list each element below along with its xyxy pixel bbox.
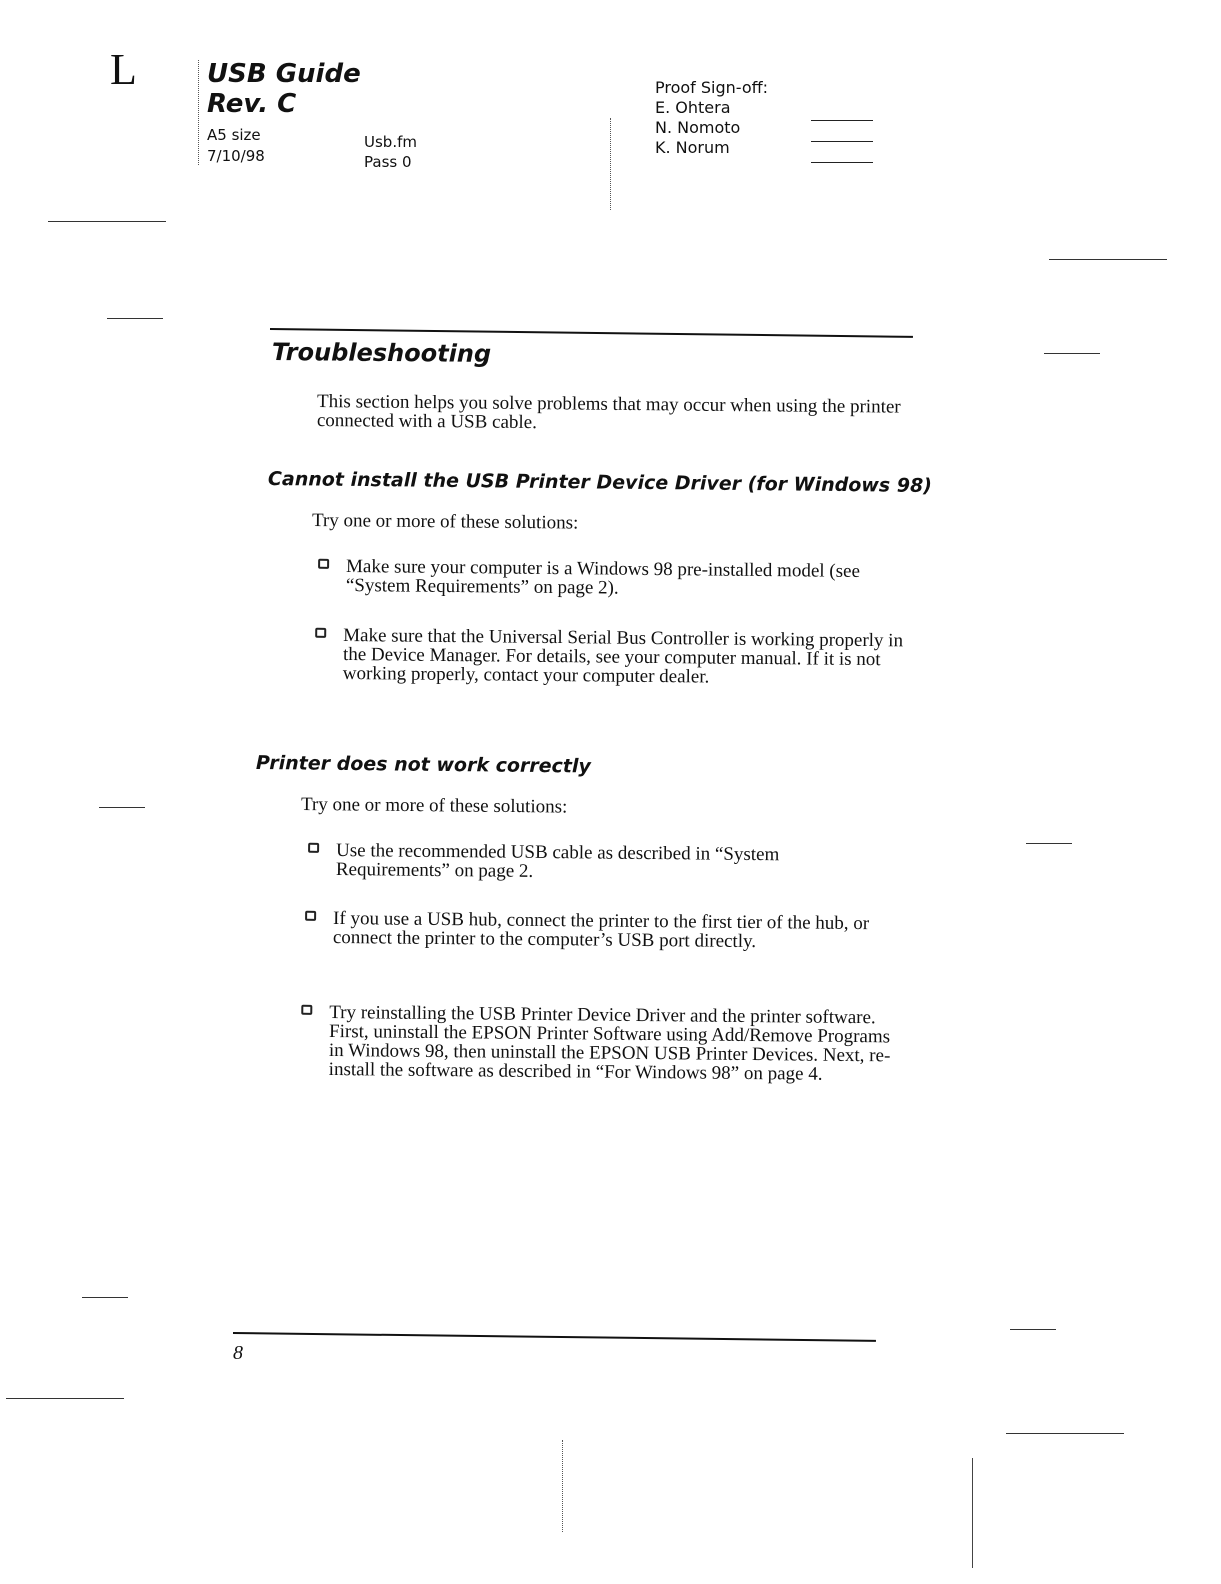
crop-mark [48,221,166,222]
footer-rule [233,1332,876,1342]
guide-revision: Rev. C [207,89,297,119]
checkbox-bullet-icon [301,1005,312,1015]
crop-mark [562,1440,564,1532]
page-number: 8 [233,1342,243,1364]
subsection-heading-printer: Printer does not work correctly [255,752,591,778]
file-name: Usb.fm [364,133,417,151]
crop-mark [1010,1329,1056,1330]
section-title: Troubleshooting [271,338,492,368]
document-date: 7/10/98 [207,147,265,165]
page-size: A5 size [207,126,261,144]
list-item-text: Make sure your computer is a Windows 98 pre-installed model (see “System Requirements” on page 2). [345,556,861,599]
crop-mark [1006,1433,1124,1434]
list-item [336,841,876,884]
checkbox-bullet-icon [315,628,326,638]
signature-line-3 [811,162,873,163]
intro-paragraph: This section helps you solve problems that may occur when using the printer connected with a USB cable. [316,391,901,434]
header-separator [610,118,612,210]
list-item [346,557,874,600]
crop-mark [1049,259,1167,260]
signer-1: E. Ohtera [655,98,731,117]
signer-3: K. Norum [655,138,730,157]
guide-title: USB Guide [207,59,361,89]
signature-line-2 [811,141,873,142]
crop-mark [1026,843,1072,844]
subsection-lead-install: Try one or more of these solutions: [311,510,579,534]
subsection-heading-install: Cannot install the USB Printer Device Driver (for Windows 98) [267,468,933,497]
proof-label: Proof Sign-off: [655,78,769,97]
corner-mark: L [110,45,137,94]
list-item [329,1003,892,1084]
list-item-text: If you use a USB hub, connect the printer to the first tier of the hub, or connect the printer to the computer’s USB port directly. [332,908,870,953]
signature-line-1 [811,120,873,121]
crop-mark [972,1458,973,1568]
signer-2: N. Nomoto [655,118,741,137]
checkbox-bullet-icon [318,559,329,569]
list-item-text: Try reinstalling the USB Printer Device Driver and the printer software. First, uninstall the EPSON Printer Software using Add/Remove Programs in Windows 98, then uninstall the EPSON USB Printer Devices. Next, re-install the software as described in “For Windows 98” on page 4. [328,1002,891,1085]
pass-number: Pass 0 [364,153,412,171]
subsection-lead-printer: Try one or more of these solutions: [300,794,568,818]
crop-mark [99,807,145,808]
crop-mark [6,1398,124,1399]
proof-signoff [655,78,768,158]
list-item-text: Use the recommended USB cable as described in “System Requirements” on page 2. [335,840,780,882]
list-item-text: Make sure that the Universal Serial Bus Controller is working properly in the Device Manager. For details, see your computer manual. If it is not working properly, contact your computer dealer. [342,625,904,688]
crop-mark [107,318,163,319]
crop-mark [1044,353,1100,354]
header-separator [198,60,200,165]
checkbox-bullet-icon [305,911,316,921]
section-rule [270,328,913,338]
checkbox-bullet-icon [308,843,319,853]
crop-mark [82,1297,128,1298]
list-item [343,626,904,688]
list-item [333,909,896,952]
